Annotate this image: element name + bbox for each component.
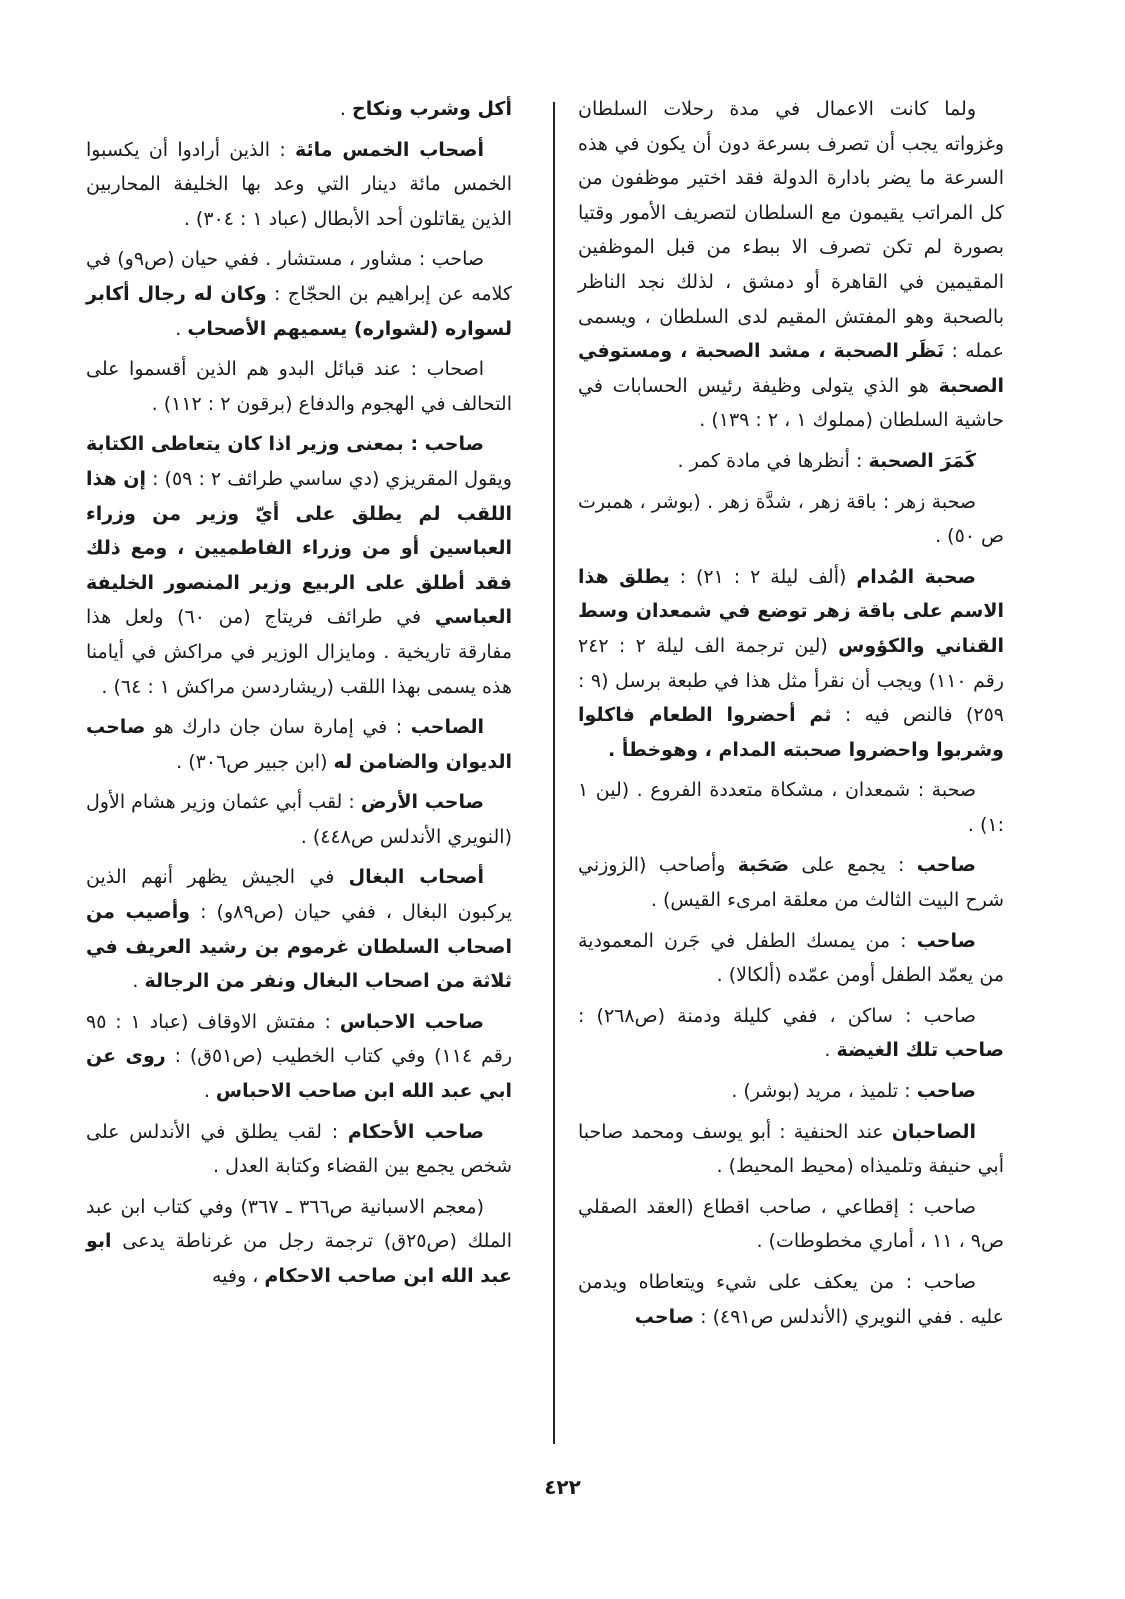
page-number: ٤٢٢ [544,1475,581,1499]
entry-paragraph [86,785,512,854]
entry-text: . [824,1039,837,1062]
entry-text: (ألف ليلة ٢ : ٢١) : [669,565,857,588]
entry-paragraph [86,352,512,421]
entry-text: ، وفيه [212,1265,265,1287]
entry-paragraph [86,427,512,704]
entry-text: في طرائف فريتاج (من ٦٠) ولعل هذا مفارقة تاريخية . ومايزال الوزير في مراكش في أيامنا هذه يسمى بهذا اللقب (ريشاردسن مراكش ١ : ٦٤) . [86,606,512,698]
entry-headword: أصحاب الخمس مائة [295,138,484,161]
entry-text: ويقول المقريزي (دي ساسي طرائف ٢ : ٥٩) : [146,467,512,490]
entry-headword: صاحب الاحباس [339,1010,484,1033]
entry-text: صحبة : شمعدان ، مشكاة متعددة الفروع . (لين ١ :١) . [578,779,1004,836]
entry-paragraph [578,1190,1004,1259]
entry-paragraph [86,860,512,998]
entry-text: (معجم الاسبانية ص٣٦٦ ـ ٣٦٧) وفي كتاب ابن عبد الملك (ص٢٥ق) ترجمة رجل من غرناطة يدعى [86,1195,512,1253]
entry-paragraph [578,444,1004,479]
entry-text: . [175,317,188,340]
entry-headword: ابو عبد الله ابن صاحب الاحكام [86,1230,512,1287]
entry-paragraph [86,133,512,237]
entry-headword: صاحب الديوان والضامن له [86,716,512,773]
entry-headword: أصحاب البغال [348,866,484,889]
entry-text: : أنظرها في مادة كمر . [677,449,869,472]
entry-paragraph [578,485,1004,554]
entry-paragraph [578,92,1004,438]
entry-headword: نَظَر الصحبة ، مشد الصحبة ، ومستوفي الصحبة [578,340,1004,397]
entry-headword: الصاحب [410,716,484,739]
entry-text: : الذين أرادوا أن يكسبوا الخمس مائة دينار التي وعد بها الخليفة المحاربين الذين يقاتلون أحد الأبطال (عباد ١ : ٣٠٤) . [86,138,512,230]
entry-headword: صاحب [916,929,976,952]
entry-text: : لقب يطلق في الأندلس على شخص يجمع بين القضاء وكتابة العدل . [86,1120,512,1178]
entry-headword: صاحب [916,854,976,877]
entry-headword: الصاحبان [891,1120,976,1143]
entry-text: : تلميذ ، مريد (بوشر) . [731,1080,917,1103]
entry-headword: صاحب [916,1080,976,1103]
column-divider [553,102,555,1444]
entry-paragraph [578,999,1004,1068]
entry-text: . [203,1080,216,1103]
entry-text: صاحب : ساكن ، ففي كليلة ودمنة (ص٢٦٨) : [578,1004,977,1027]
entry-headword: صَحَبة [737,854,790,877]
entry-text: صاحب : مشاور ، مستشار . ففي حيان (ص٩و) في كلامه عن إبراهيم بن الحجّاج : [86,248,512,305]
entry-text: : لقب أبي عثمان وزير هشام الأول (النويري الأندلس ص٤٤٨) . [86,791,512,848]
entry-text: ولما كانت الاعمال في مدة رحلات السلطان وغزواته يجب أن تصرف بسرعة دون أن يكون في هذه السرعة ما يضر بادارة الدولة فقد اختير موظفون من كل المراتب يقيمون مع السلطان لتصريف الأمور وقتيا بصورة لم تكن تصرف الا ببطء من قبل الموظفين المقيمين في القاهرة أو دمشق ، لذلك نجد الناظر بالصحبة وهو المفتش المقيم لدى السلطان ، ويسمى عمله : [578,98,1004,363]
entry-text: : يجمع على [789,854,917,877]
entry-text: : من يمسك الطفل في جَرن المعمودية من يعمّد الطفل أومن عمّده (ألكالا) . [578,929,1004,987]
entry-headword: إن هذا اللقب لم يطلق على أيّ وزير من وزراء العباسين أو من وزراء الفاطميين ، ومع ذلك فقد أطلق على الربيع وزير المنصور الخليفة العباسي [86,467,512,629]
entry-paragraph [578,848,1004,917]
entry-headword: صاحب الأحكام [347,1120,484,1143]
entry-text: في الجيش يظهر أنهم الذين يركبون البغال ، ففي حيان (ص٨٩و) : [86,866,512,924]
entry-headword: يطلق هذا الاسم على باقة زهر توضع في شمعدان وسط القناني والكؤوس [578,565,1004,657]
entry-paragraph [578,1074,1004,1109]
entry-headword: أكل وشرب ونكاح [352,98,512,120]
entry-headword: كَمَرَ الصحبة [868,449,976,472]
entry-paragraph [86,242,512,346]
entry-paragraph [578,1265,1004,1334]
entry-headword: صاحب الأرض [360,791,484,814]
right-column [578,92,1004,1340]
entry-paragraph [86,710,512,779]
entry-paragraph [578,773,1004,842]
entry-headword: ثم أحضروا الطعام فاكلوا وشربوا واحضروا صحبته المدام ، وهوخطأ . [578,704,1004,761]
entry-paragraph [578,1115,1004,1184]
entry-headword: صاحب تلك الغيضة [836,1039,1004,1062]
entry-headword: روى عن ابي عبد الله ابن صاحب الاحباس [86,1045,512,1103]
entry-headword: صحبة المُدام [856,565,976,588]
entry-text: صاحب : من يعكف على شيء ويتعاطاه ويدمن عليه . ففي النويري (الأندلس ص٤٩١) : [578,1271,1004,1328]
left-column [86,92,512,1300]
entry-text: : في إمارة سان جان دارك هو [145,716,411,739]
entry-headword: وكان له رجال أكابر لسواره (لشواره) يسميهم الأصحاب [86,282,512,340]
entry-headword: صاحب [634,1305,695,1328]
entry-text: . [132,970,145,993]
entry-paragraph [86,1115,512,1184]
entry-paragraph [86,1005,512,1109]
entry-text: اصحاب : عند قبائل البدو هم الذين أقسموا على التحالف في الهجوم والدفاع (برقون ٢ : ١١٢) . [86,358,512,415]
entry-text: : مفتش الاوقاف (عباد ١ : ٩٥ رقم ١١٤) وفي كتاب الخطيب (ص٥١ق) : [86,1010,512,1068]
entry-paragraph [578,924,1004,993]
entry-text: وأصاحب (الزوزني شرح البيت الثالث من معلقة امرىء القيس) . [578,854,1004,912]
entry-text: عند الحنفية : أبو يوسف ومحمد صاحبا أبي حنيفة وتلميذاه (محيط المحيط) . [578,1120,1004,1178]
entry-text: (ابن جبير ص٣٠٦) . [176,750,334,773]
entry-text: صاحب : إقطاعي ، صاحب اقطاع (العقد الصقلي ص٩ ، ١١ ، أماري مخطوطات) . [578,1195,1004,1253]
entry-paragraph [86,92,512,127]
entry-paragraph [86,1190,512,1294]
entry-text: . [339,98,353,120]
entry-paragraph [578,560,1004,768]
entry-text: صحبة زهر : باقة زهر ، شدَّة زهر . (بوشر ، همبرت ص ٥٠) . [578,490,1004,548]
entry-text: هو الذي يتولى وظيفة رئيس الحسابات في حاشية السلطان (مملوك ١ ، ٢ : ١٣٩) . [578,374,1004,432]
entry-text: (لين ترجمة الف ليلة ٢ : ٢٤٢ رقم ١١٠) ويجب أن نقرأ مثل هذا في طبعة برسل (٩ : ٢٥٩) فالنص فيه : [578,634,1004,727]
entry-headword: وأصيب من اصحاب السلطان غرموم بن رشيد العريف في ثلاثة من اصحاب البغال ونفر من الرجالة [86,901,512,993]
entry-headword: صاحب : بمعنى وزير اذا كان يتعاطى الكتابة [86,433,484,456]
